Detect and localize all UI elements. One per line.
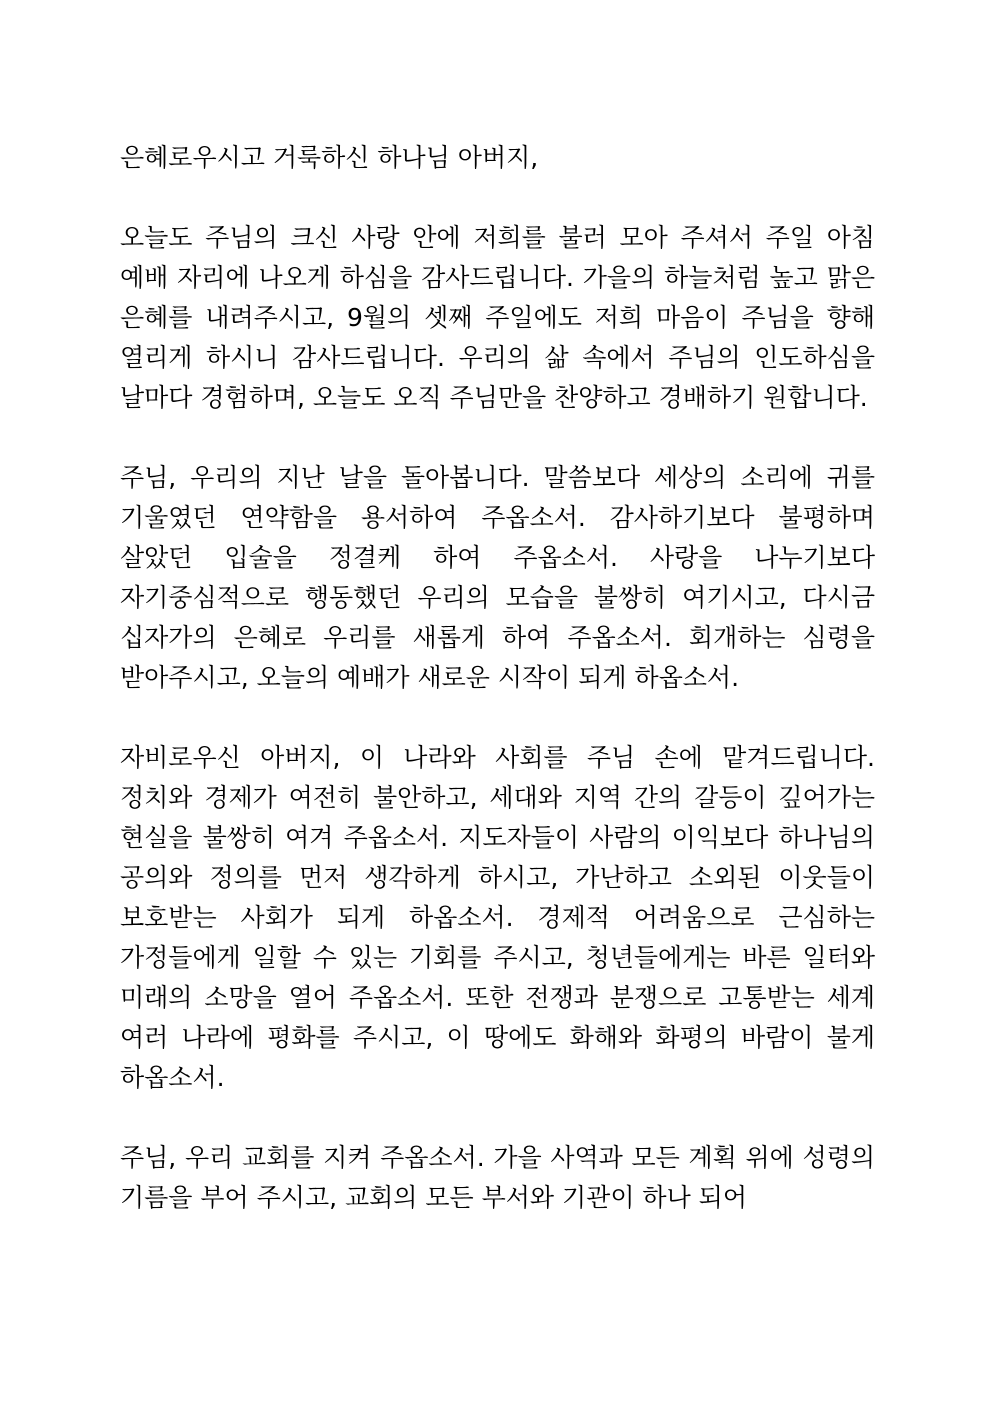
prayer-document: [120, 138, 875, 1258]
church-paragraph: 주님, 우리 교회를 지켜 주옵소서. 가을 사역과 모든 계획 위에 성령의 기름을 부어 주시고, 교회의 모든 부서와 기관이 하나 되어: [120, 1143, 875, 1212]
repentance-paragraph: 주님, 우리의 지난 날을 돌아봅니다. 말씀보다 세상의 소리에 귀를 기울였던 연약함을 용서하여 주옵소서. 감사하기보다 불평하며 살았던 입술을 정결케 하여 주옵소서. 사랑을 나누기보다 자기중심적으로 행동했던 우리의 모습을 불쌍히 여기시고, 다시금 십자가의 은혜로 우리를 새롭게 하여 주옵소서. 회개하는 심령을 받아주시고, 오늘의 예배가 새로운 시작이 되게 하옵소서.: [120, 463, 875, 692]
thanksgiving-paragraph: 오늘도 주님의 크신 사랑 안에 저희를 불러 모아 주셔서 주일 아침 예배 자리에 나오게 하심을 감사드립니다. 가을의 하늘처럼 높고 맑은 은혜를 내려주시고, 9월의 셋째 주일에도 저희 마음이 주님을 향해 열리게 하시니 감사드립니다. 우리의 삶 속에서 주님의 인도하심을 날마다 경험하며, 오늘도 오직 주님만을 찬양하고 경배하기 원합니다.: [120, 223, 875, 412]
salutation-paragraph: 은혜로우시고 거룩하신 하나님 아버지,: [120, 143, 539, 172]
nation-paragraph: 자비로우신 아버지, 이 나라와 사회를 주님 손에 맡겨드립니다. 정치와 경제가 여전히 불안하고, 세대와 지역 간의 갈등이 깊어가는 현실을 불쌍히 여겨 주옵소서. 지도자들이 사람의 이익보다 하나님의 공의와 정의를 먼저 생각하게 하시고, 가난하고 소외된 이웃들이 보호받는 사회가 되게 하옵소서. 경제적 어려움으로 근심하는 가정들에게 일할 수 있는 기회를 주시고, 청년들에게는 바른 일터와 미래의 소망을 열어 주옵소서. 또한 전쟁과 분쟁으로 고통받는 세계 여러 나라에 평화를 주시고, 이 땅에도 화해와 화평의 바람이 불게 하옵소서.: [120, 743, 875, 1092]
